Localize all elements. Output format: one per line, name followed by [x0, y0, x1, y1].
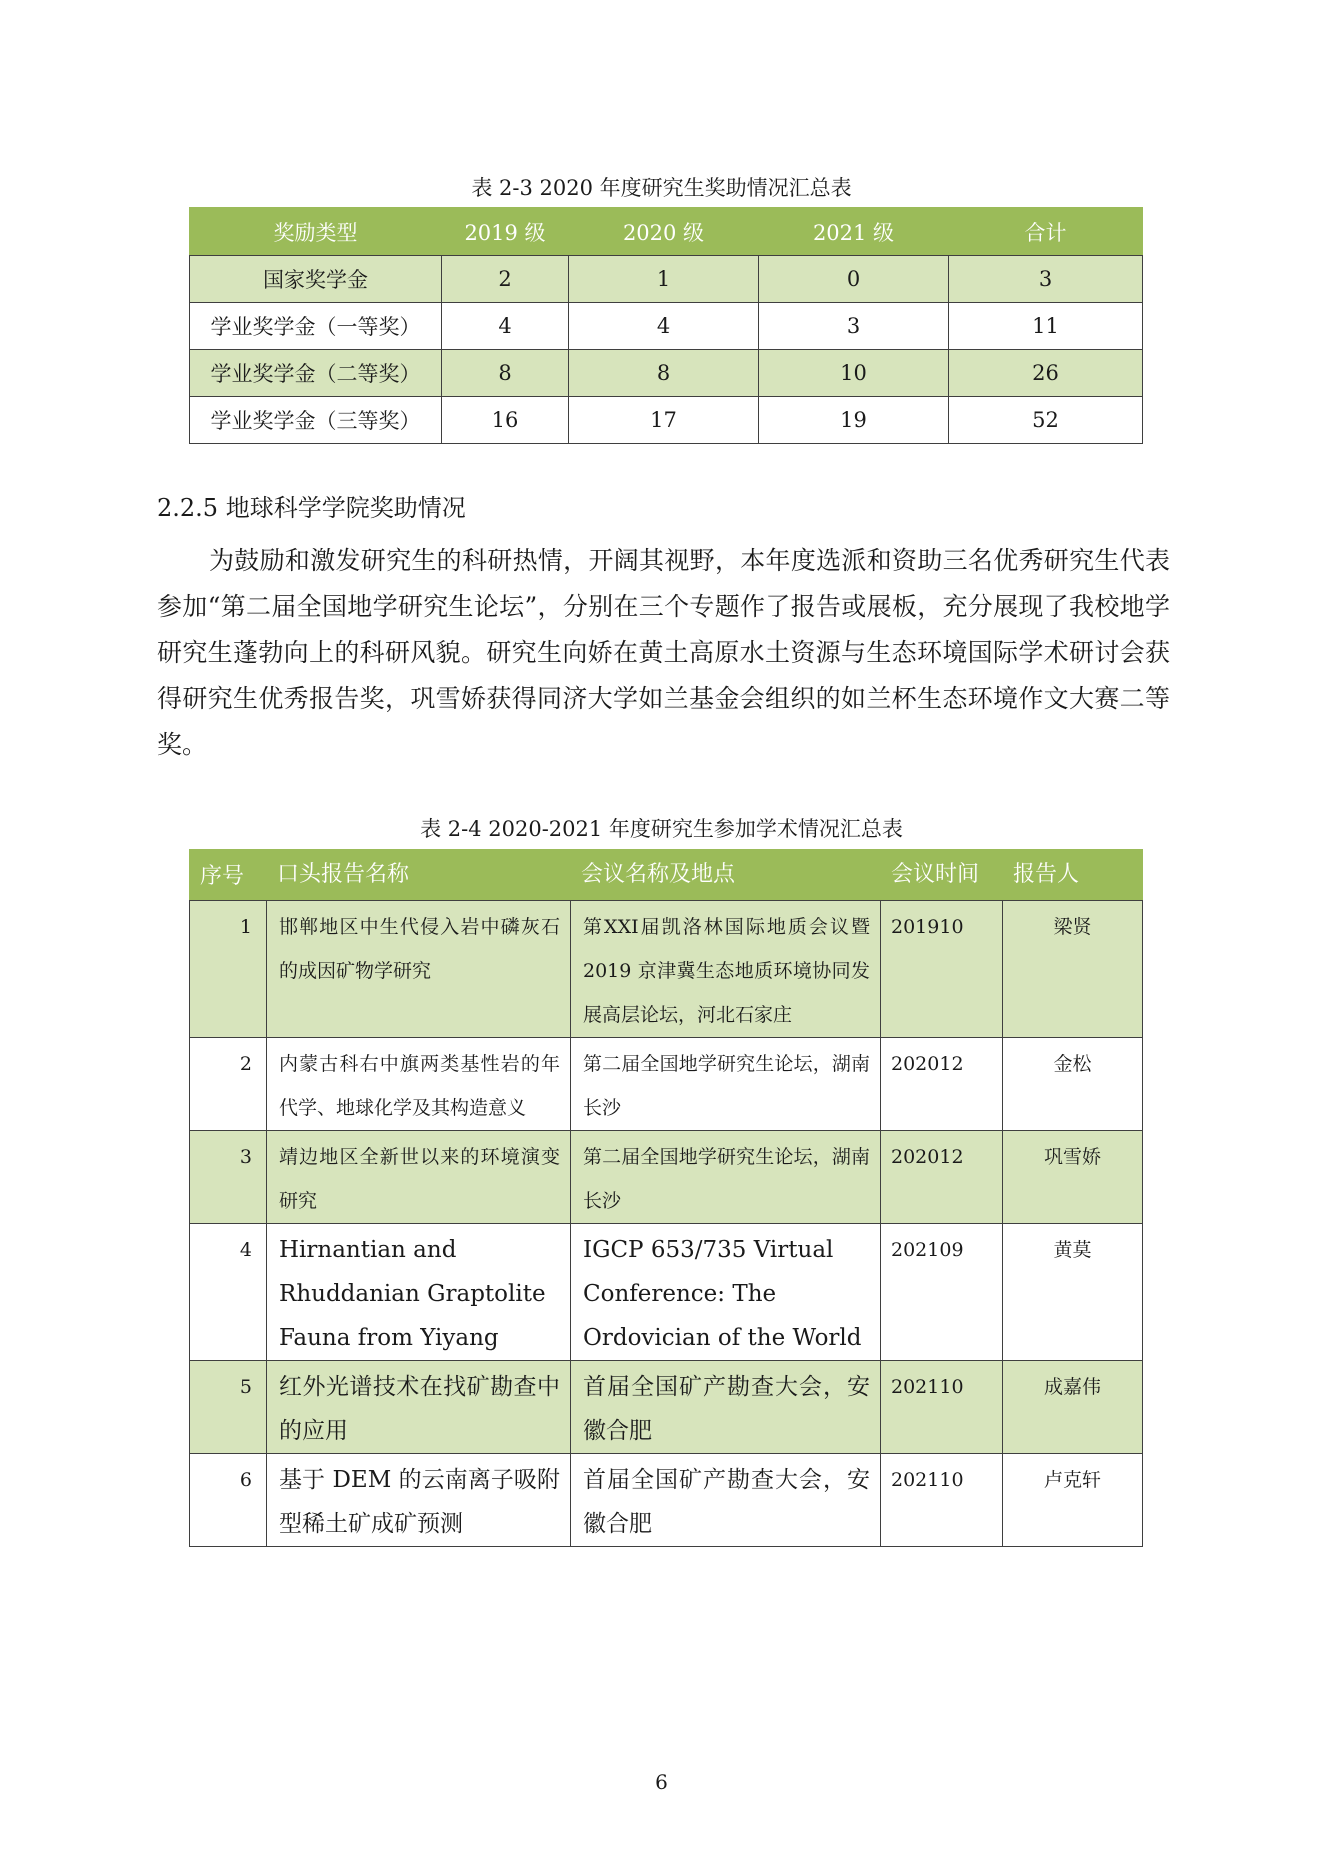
table2-header-cell: 序号: [190, 850, 267, 901]
count-cell: 1: [569, 256, 759, 303]
table-row: [190, 1131, 1143, 1224]
table-row: [190, 397, 1143, 444]
award-summary-table: [189, 207, 1143, 444]
conference-cell: 第XXI届凯洛林国际地质会议暨2019 京津冀生态地质环境协同发展高层论坛，河北石家庄: [571, 901, 881, 1038]
count-cell: 16: [442, 397, 569, 444]
conference-cell: 第二届全国地学研究生论坛，湖南长沙: [571, 1038, 881, 1131]
conference-cell: 第二届全国地学研究生论坛，湖南长沙: [571, 1131, 881, 1224]
row-index-cell: 5: [190, 1361, 267, 1454]
table-row: [190, 1224, 1143, 1361]
table2-caption: 表 2-4 2020-2021 年度研究生参加学术情况汇总表: [420, 817, 903, 841]
table-row: [190, 256, 1143, 303]
conference-time-cell: 202012: [881, 1131, 1003, 1224]
table2-header-row: [190, 850, 1143, 901]
award-type-cell: 国家奖学金: [190, 256, 442, 303]
table1-header-row: [190, 208, 1143, 256]
table2-header-cell: 会议时间: [881, 850, 1003, 901]
award-type-cell: 学业奖学金（一等奖）: [190, 303, 442, 350]
presenter-cell: 金松: [1003, 1038, 1143, 1131]
report-title-cell: Hirnantian and Rhuddanian Graptolite Fauna from Yiyang: [267, 1224, 571, 1361]
report-title-cell: 红外光谱技术在找矿勘查中的应用: [267, 1361, 571, 1454]
table-row: [190, 1454, 1143, 1547]
total-cell: 3: [949, 256, 1143, 303]
table-row: [190, 350, 1143, 397]
count-cell: 8: [569, 350, 759, 397]
report-title-cell: 基于 DEM 的云南离子吸附型稀土矿成矿预测: [267, 1454, 571, 1547]
presenter-cell: 成嘉伟: [1003, 1361, 1143, 1454]
table1-header-cell: 2019 级: [442, 208, 569, 256]
conference-time-cell: 202110: [881, 1361, 1003, 1454]
conference-time-cell: 202110: [881, 1454, 1003, 1547]
row-index-cell: 3: [190, 1131, 267, 1224]
page-number: 6: [655, 1770, 668, 1794]
conference-cell: 首届全国矿产勘查大会，安徽合肥: [571, 1361, 881, 1454]
count-cell: 4: [569, 303, 759, 350]
row-index-cell: 6: [190, 1454, 267, 1547]
presenter-cell: 梁贤: [1003, 901, 1143, 1038]
table2-header-cell: 口头报告名称: [267, 850, 571, 901]
count-cell: 3: [759, 303, 949, 350]
academic-activity-table: [189, 849, 1143, 1547]
table-row: [190, 901, 1143, 1038]
count-cell: 4: [442, 303, 569, 350]
report-title-cell: 靖边地区全新世以来的环境演变研究: [267, 1131, 571, 1224]
count-cell: 2: [442, 256, 569, 303]
report-title-cell: 内蒙古科右中旗两类基性岩的年代学、地球化学及其构造意义: [267, 1038, 571, 1131]
count-cell: 17: [569, 397, 759, 444]
table1-header-cell: 合计: [949, 208, 1143, 256]
conference-cell: IGCP 653/735 Virtual Conference: The Ordovician of the World: [571, 1224, 881, 1361]
row-index-cell: 1: [190, 901, 267, 1038]
table1-header-cell: 奖励类型: [190, 208, 442, 256]
conference-time-cell: 202012: [881, 1038, 1003, 1131]
section-paragraph: 为鼓励和激发研究生的科研热情，开阔其视野，本年度选派和资助三名优秀研究生代表参加“第二届全国地学研究生论坛”，分别在三个专题作了报告或展板，充分展现了我校地学研究生蓬勃向上的科研风貌。研究生向娇在黄土高原水土资源与生态环境国际学术研讨会获得研究生优秀报告奖，巩雪娇获得同济大学如兰基金会组织的如兰杯生态环境作文大赛二等奖。: [157, 546, 1170, 759]
count-cell: 8: [442, 350, 569, 397]
conference-time-cell: 202109: [881, 1224, 1003, 1361]
presenter-cell: 巩雪娇: [1003, 1131, 1143, 1224]
section-heading: 2.2.5 地球科学学院奖助情况: [157, 494, 466, 522]
row-index-cell: 4: [190, 1224, 267, 1361]
table-row: [190, 1038, 1143, 1131]
report-title-cell: 邯郸地区中生代侵入岩中磷灰石的成因矿物学研究: [267, 901, 571, 1038]
total-cell: 52: [949, 397, 1143, 444]
table1-caption: 表 2-3 2020 年度研究生奖助情况汇总表: [471, 176, 852, 200]
total-cell: 26: [949, 350, 1143, 397]
table2-header-cell: 会议名称及地点: [571, 850, 881, 901]
award-type-cell: 学业奖学金（二等奖）: [190, 350, 442, 397]
presenter-cell: 黄莫: [1003, 1224, 1143, 1361]
count-cell: 0: [759, 256, 949, 303]
table2-header-cell: 报告人: [1003, 850, 1143, 901]
presenter-cell: 卢克轩: [1003, 1454, 1143, 1547]
row-index-cell: 2: [190, 1038, 267, 1131]
award-type-cell: 学业奖学金（三等奖）: [190, 397, 442, 444]
conference-time-cell: 201910: [881, 901, 1003, 1038]
table1-header-cell: 2020 级: [569, 208, 759, 256]
count-cell: 19: [759, 397, 949, 444]
table-row: [190, 1361, 1143, 1454]
count-cell: 10: [759, 350, 949, 397]
conference-cell: 首届全国矿产勘查大会，安徽合肥: [571, 1454, 881, 1547]
table-row: [190, 303, 1143, 350]
total-cell: 11: [949, 303, 1143, 350]
table1-header-cell: 2021 级: [759, 208, 949, 256]
